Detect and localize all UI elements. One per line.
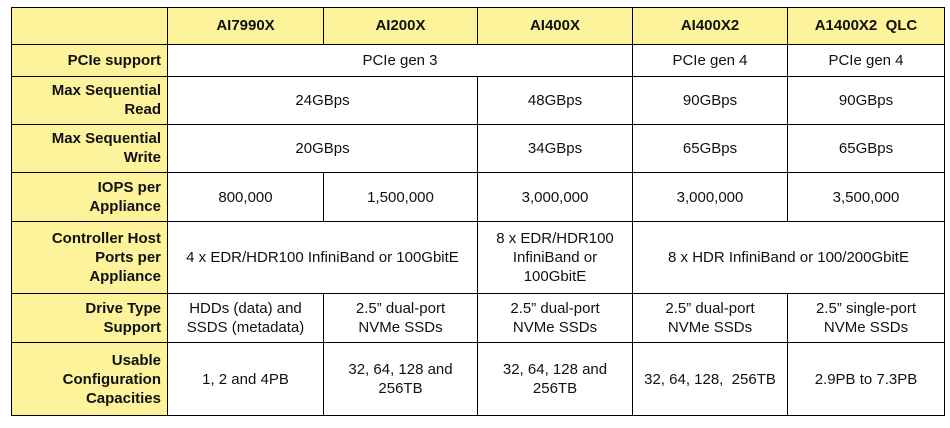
row-max-seq-write [12,124,945,172]
cell-read-ai400x2: 90GBps [633,76,788,124]
corner-header-cell [12,8,168,45]
cell-drive-ai200x: 2.5” dual-port NVMe SSDs [324,293,478,342]
cell-write-ai7990x-ai200x: 20GBps [168,124,478,172]
cell-drive-ai400x: 2.5” dual-port NVMe SSDs [478,293,633,342]
cell-cap-qlc: 2.9PB to 7.3PB [788,343,945,416]
column-header-ai200x: AI200X [324,8,478,45]
row-label-usable-capacities: Usable Configuration Capacities [12,343,168,416]
storage-appliance-comparison-table [11,7,945,416]
row-label-controller-ports: Controller Host Ports per Appliance [12,222,168,294]
cell-cap-ai400x2: 32, 64, 128, 256TB [633,343,788,416]
cell-iops-ai200x: 1,500,000 [324,173,478,222]
cell-drive-ai7990x: HDDs (data) and SSDS (metadata) [168,293,324,342]
cell-iops-ai400x2: 3,000,000 [633,173,788,222]
cell-drive-qlc: 2.5” single-port NVMe SSDs [788,293,945,342]
row-drive-type [12,293,945,342]
cell-ctrl-ai400x2-qlc: 8 x HDR InfiniBand or 100/200GbitE [633,222,945,294]
column-header-ai400x: AI400X [478,8,633,45]
cell-cap-ai7990x: 1, 2 and 4PB [168,343,324,416]
row-label-drive-type: Drive Type Support [12,293,168,342]
cell-pcie-ai400x2: PCIe gen 4 [633,44,788,76]
row-label-max-seq-read: Max Sequential Read [12,76,168,124]
cell-cap-ai200x: 32, 64, 128 and 256TB [324,343,478,416]
row-label-iops: IOPS per Appliance [12,173,168,222]
column-header-ai400x2: AI400X2 [633,8,788,45]
row-usable-capacities [12,343,945,416]
cell-iops-ai400x: 3,000,000 [478,173,633,222]
cell-cap-ai400x: 32, 64, 128 and 256TB [478,343,633,416]
column-header-ai7990x: AI7990X [168,8,324,45]
cell-iops-qlc: 3,500,000 [788,173,945,222]
cell-write-qlc: 65GBps [788,124,945,172]
cell-iops-ai7990x: 800,000 [168,173,324,222]
cell-write-ai400x: 34GBps [478,124,633,172]
row-iops [12,173,945,222]
row-max-seq-read [12,76,945,124]
cell-read-qlc: 90GBps [788,76,945,124]
row-controller-ports [12,222,945,294]
cell-read-ai400x: 48GBps [478,76,633,124]
column-header-ai400x2-qlc: A1400X2 QLC [788,8,945,45]
cell-write-ai400x2: 65GBps [633,124,788,172]
cell-read-ai7990x-ai200x: 24GBps [168,76,478,124]
row-label-pcie-support: PCIe support [12,44,168,76]
row-label-max-seq-write: Max Sequential Write [12,124,168,172]
cell-ctrl-ai7990x-ai200x: 4 x EDR/HDR100 InfiniBand or 100GbitE [168,222,478,294]
cell-pcie-qlc: PCIe gen 4 [788,44,945,76]
comparison-table-wrapper [11,7,944,416]
cell-pcie-gen3: PCIe gen 3 [168,44,633,76]
header-row [12,8,945,45]
cell-drive-ai400x2: 2.5” dual-port NVMe SSDs [633,293,788,342]
cell-ctrl-ai400x: 8 x EDR/HDR100 InfiniBand or 100GbitE [478,222,633,294]
row-pcie-support [12,44,945,76]
